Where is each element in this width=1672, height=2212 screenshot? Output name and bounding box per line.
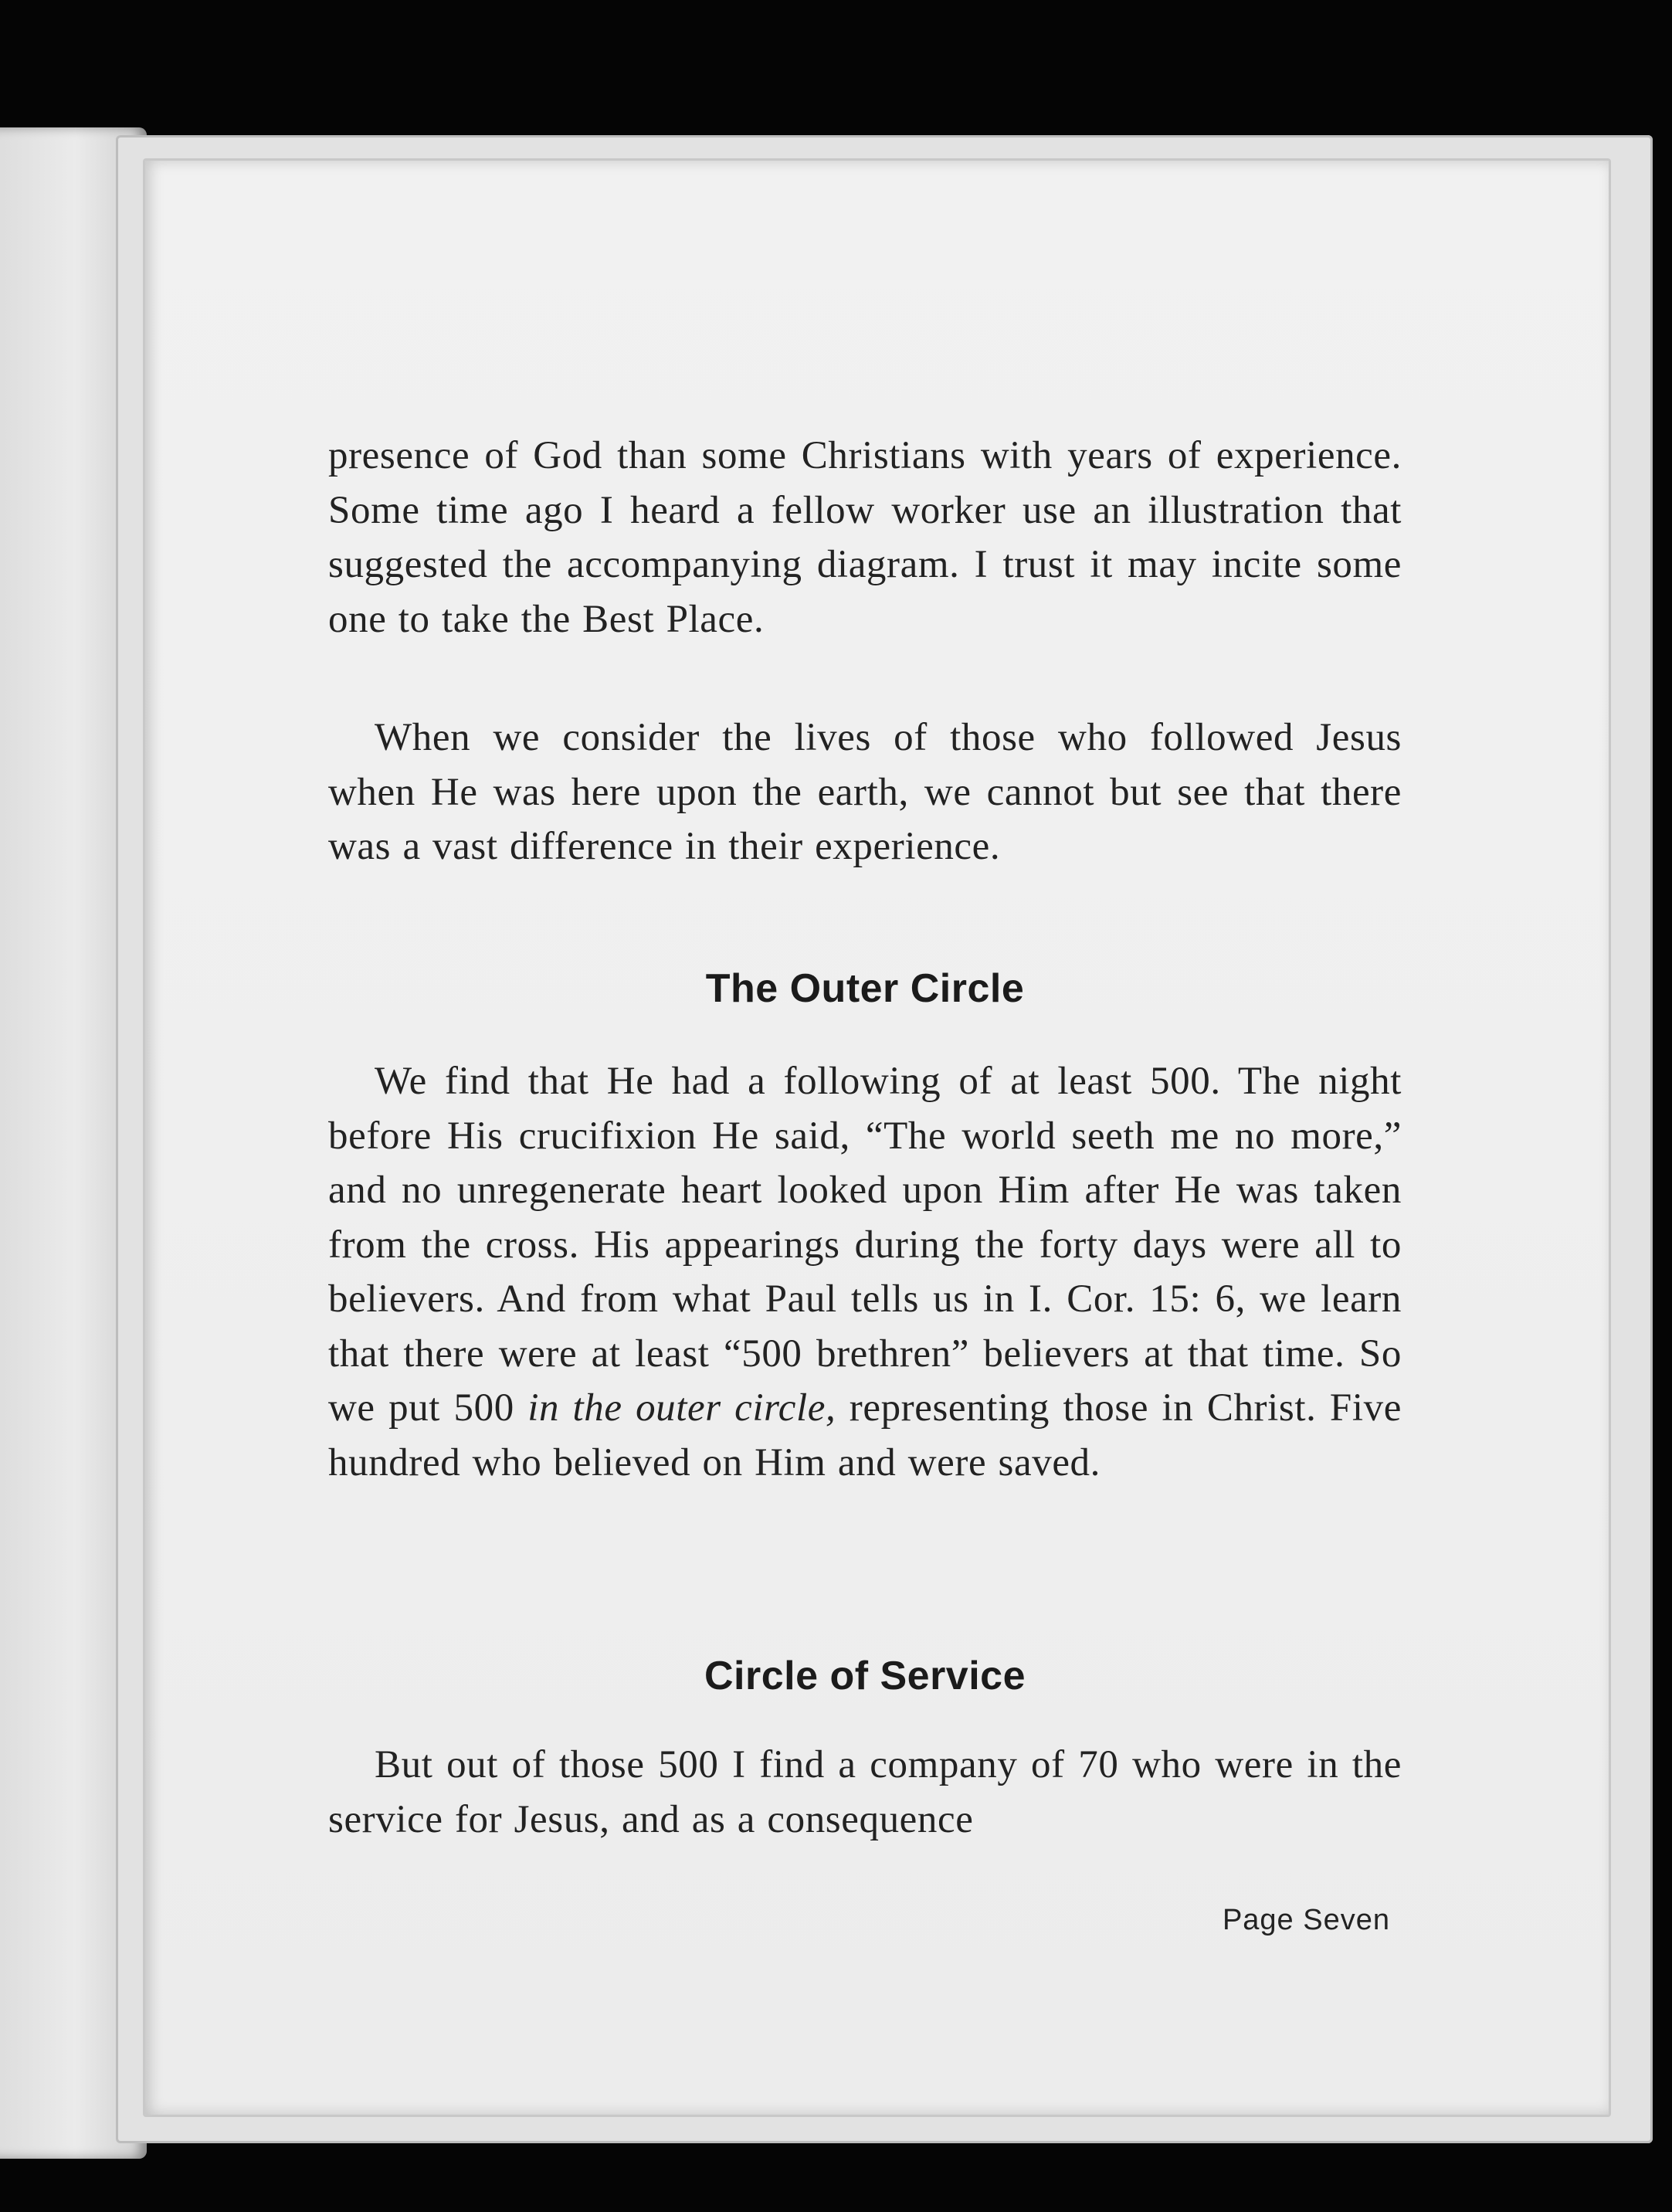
text-run: We find that He had a following of at least 500. The night before His crucifixion He said, “The world seeth me no more,” and no unregenerate heart looked upon Him after He was taken from the cross. His appearings during the forty days were all to believers. And from what Paul tells us in I. Cor. 15: 6, we learn that there were at least “500 brethren” believers at that time. So we put 500 [328, 1060, 1402, 1430]
italic-text-run: in the outer circle, [527, 1386, 836, 1430]
paragraph-intro [328, 429, 1402, 646]
paragraph-outer-circle [328, 1054, 1402, 1490]
heading-outer-circle: The Outer Circle [705, 966, 1025, 1011]
paragraph-text: When we consider the lives of those who followed Jesus when He was here upon the earth, we cannot but see that there was a vast difference in their experience. [328, 716, 1402, 868]
paragraph-text: But out of those 500 I find a company of 70 who were in the service for Jesus, and as a consequence [328, 1743, 1402, 1841]
paragraph-followers [328, 711, 1402, 874]
text-run: representing those in Christ. Five hundred who believed on Him and were saved. [328, 1386, 1402, 1484]
heading-circle-of-service: Circle of Service [704, 1654, 1026, 1698]
page-number: Page Seven [1222, 1904, 1390, 1936]
paragraph-circle-of-service [328, 1738, 1402, 1847]
paragraph-text: presence of God than some Christians with years of experience. Some time ago I heard a fellow worker use an illustration that suggested the accompanying diagram. I trust it may incite some one to take the Best Place. [328, 434, 1402, 641]
paragraph-text [328, 1054, 1402, 1490]
